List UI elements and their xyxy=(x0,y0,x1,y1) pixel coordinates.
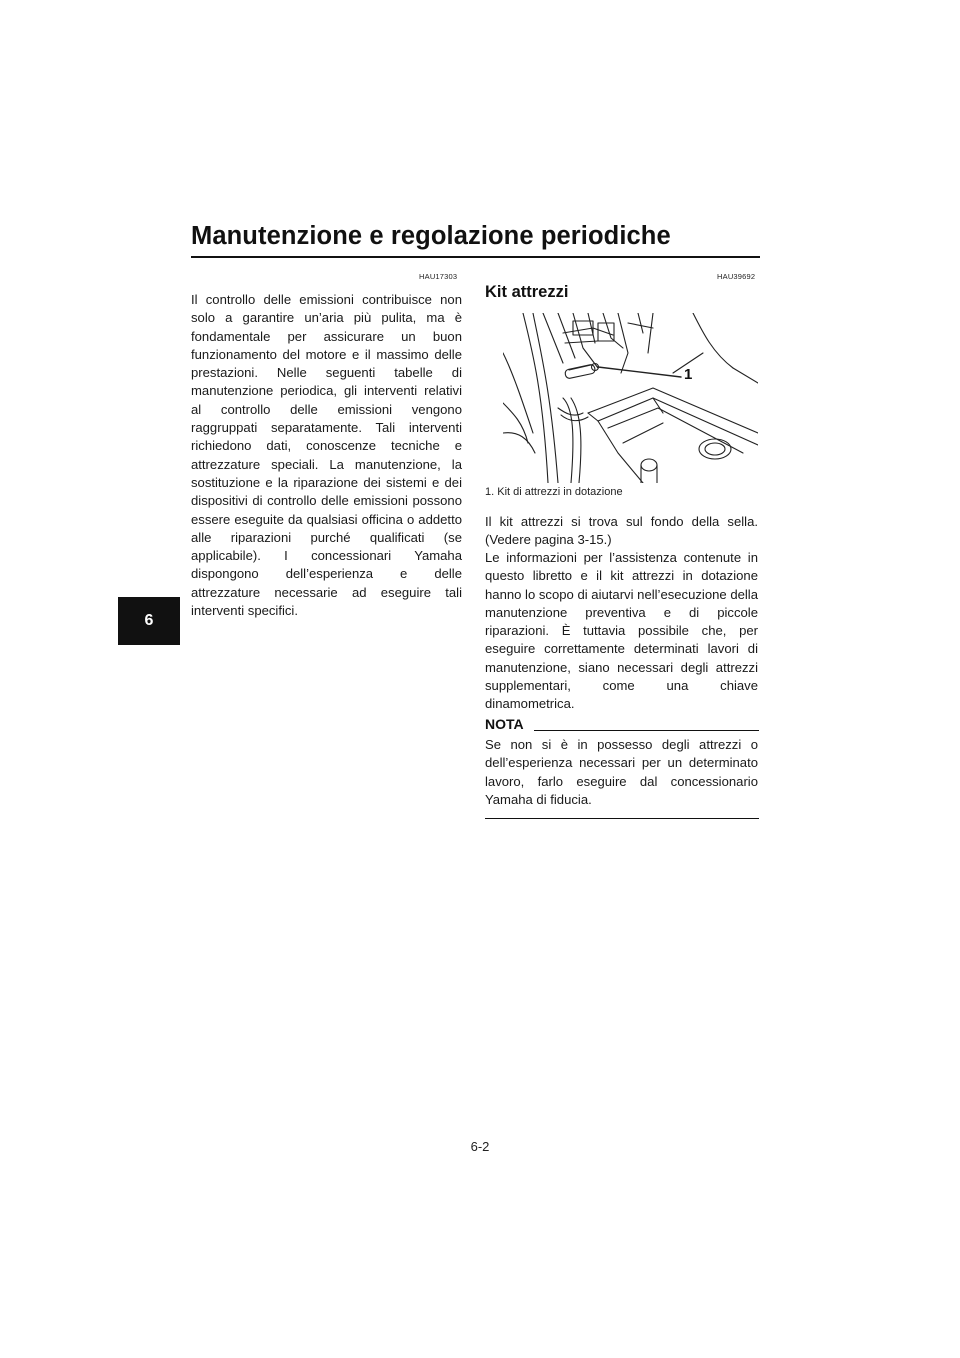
note-text: Se non si è in possesso degli attrezzi o dell’esperienza necessari per un determinato lavoro, farlo eseguire dal concessionario Yamaha di fiducia. xyxy=(485,737,758,807)
page-title: Manutenzione e regolazione periodiche xyxy=(191,222,671,250)
note-label: NOTA xyxy=(485,716,524,732)
note-end-rule xyxy=(485,818,759,819)
section-heading: Kit attrezzi xyxy=(485,283,569,301)
chapter-tab xyxy=(118,597,180,645)
toolkit-info-paragraph: Le informazioni per l’assistenza contenute in questo libretto e il kit attrezzi in dotazione hanno lo scopo di aiutarvi nell’esecuzione della manutenzione preventiva e di piccole riparazioni. È tuttavia possibile che, per eseguire correttamente determinati lavori di manutenzione, siano necessari degli attrezzi supplementari, come una chiave dinamometrica. xyxy=(485,550,758,712)
emissions-paragraph: Il controllo delle emissioni contribuisce non solo a garantire un’aria più pulita, ma è fondamentale per assicurare un buon funzionamento del motore e il massimo delle prestazioni. Nelle seguenti tabelle di manutenzione periodica, gli interventi relativi al controllo delle emissioni vengono raggruppati separatamente. Tali interventi richiedono dati, conoscenze tecniche e attrezzature speciali. La manutenzione, la sostituzione e la riparazione dei sistemi e dei dispositivi di controllo delle emissioni possono essere eseguite da qualsiasi officina o addetto alle riparazioni purché qualificati (se applicabile). I concessionari Yamaha dispongono dell’esperienza e delle attrezzature necessarie ad eseguire tali interventi specifici. xyxy=(191,292,462,619)
title-rule xyxy=(191,256,760,258)
callout-number: 1 xyxy=(684,366,693,383)
figure-caption: 1. Kit di attrezzi in dotazione xyxy=(485,486,623,498)
toolkit-illustration xyxy=(503,313,758,483)
toolkit-location-paragraph: Il kit attrezzi si trova sul fondo della sella. (Vedere pagina 3-15.) xyxy=(485,514,758,548)
section-code: HAU17303 xyxy=(419,272,458,281)
note-rule xyxy=(534,730,759,731)
section-code: HAU39692 xyxy=(717,272,756,281)
page-number: 6-2 xyxy=(470,1139,490,1154)
chapter-tab-label: 6 xyxy=(144,612,154,629)
